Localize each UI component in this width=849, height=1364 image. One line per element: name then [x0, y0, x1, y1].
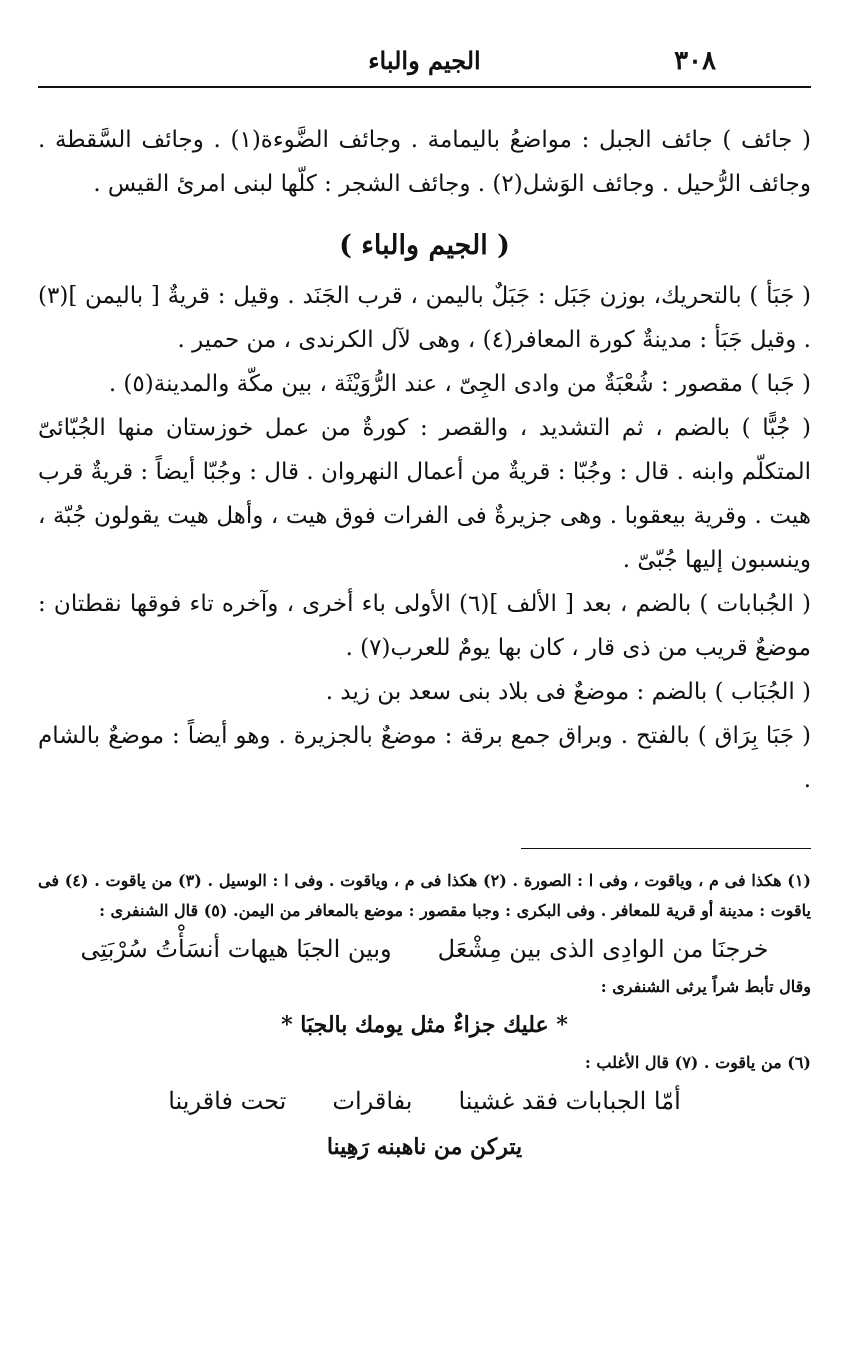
verse-line: * عليك جزاءٌ مثل يومك بالجبَا *: [281, 1012, 568, 1038]
footnote-line: (١) هكذا فى م ، وياقوت ، وفى ا : الصورة . (٢) هكذا فى م ، وياقوت . وفى ا : الوسيل . (٣) من ياقوت . (٤) فى ياقوت : مدينة أو قرية للمعافر . وفى البكرى : وجبا مقصور : موضع بالمعافر من اليمن. (٥) قال الشنفرى :: [38, 871, 811, 920]
entry-jubab: ( الجُبَاب ) بالضم : موضعٌ فى بلاد بنى سعد بن زيد .: [325, 679, 811, 705]
hemistich: خرجنَا من الوادِى الذى بين مِشْعَل: [437, 935, 769, 963]
main-text: [38, 118, 811, 802]
page-number: ٣٠٨: [674, 46, 716, 76]
verse-line: [38, 926, 811, 972]
footnote-line: وقال تأبط شراً يرثى الشنفرى :: [600, 977, 811, 996]
hemistich: أمّا الجبابات فقد غشينا: [458, 1087, 681, 1115]
entry-jaba-2: ( جَبا ) مقصور : شُعْبَةٌ من وادى الجِىّ ، عند الرُّوَيْثَة ، بين مكّة والمدينة(٥) .: [108, 371, 811, 397]
entry-jaba-1: ( جَبَأ ) بالتحريك، بوزن جَبَل : جَبَلٌ باليمن ، قرب الجَنَد . وقيل : قريةٌ [ باليمن ](٣) . وقيل جَبَأ : مدينةٌ كورة المعافر(٤) ، وهى لآل الكرندى ، من حمير .: [38, 283, 811, 353]
verse-line: [38, 1078, 811, 1124]
hemistich: وبين الجبَا هيهات أنسَأْتُ سُرْبَتِى: [80, 935, 392, 963]
footnote-divider: [521, 848, 811, 849]
running-title: الجيم والباء: [368, 46, 481, 75]
entry-jubba: ( جُبًّا ) بالضم ، ثم التشديد ، والقصر : كورةٌ من عمل خوزستان منها الجُبّائىّ المتكلّم وابنه . قال : وجُبّا : قريةٌ من أعمال النهروان . قال : وجُبّا أيضاً : قريةٌ قرب هيت . وقرية بيعقوبا . وهى جزيرةٌ فى الفرات فوق هيت ، وأهل هيت يقولون جُبّة ، وينسبون إليها جُبّىّ .: [38, 415, 811, 573]
verse-line: يتركن من ناهبنه رَهِينا: [326, 1134, 523, 1160]
page-header: [38, 40, 811, 88]
entry-jaba-buraq: ( جَبَا بِرَاق ) بالفتح . وبراق جمع برقة : موضعٌ بالجزيرة . وهو أيضاً : موضعٌ بالشام .: [38, 723, 811, 793]
footnote-line: (٦) من ياقوت . (٧) قال الأغلب :: [584, 1053, 811, 1072]
entry-jubabat: ( الجُبابات ) بالضم ، بعد [ الألف ](٦) الأولى باء أخرى ، وآخره تاء فوقها نقطتان : موضعٌ قريب من ذى قار ، كان بها يومٌ للعرب(٧) .: [38, 591, 811, 661]
hemistich: تحت فاقرينا: [168, 1087, 287, 1115]
section-title: ( الجيم والباء ): [339, 230, 510, 261]
footnotes: [38, 866, 811, 1170]
hemistich: بفاقرات: [332, 1087, 413, 1115]
entry-jaif: ( جائف ) جائف الجبل : مواضعُ باليمامة . وجائف الضَّوءة(١) . وجائف السَّقطة . وجائف الرُّحيل . وجائف الوَشل(٢) . وجائف الشجر : كلّها لبنى امرئ القيس .: [38, 127, 811, 197]
